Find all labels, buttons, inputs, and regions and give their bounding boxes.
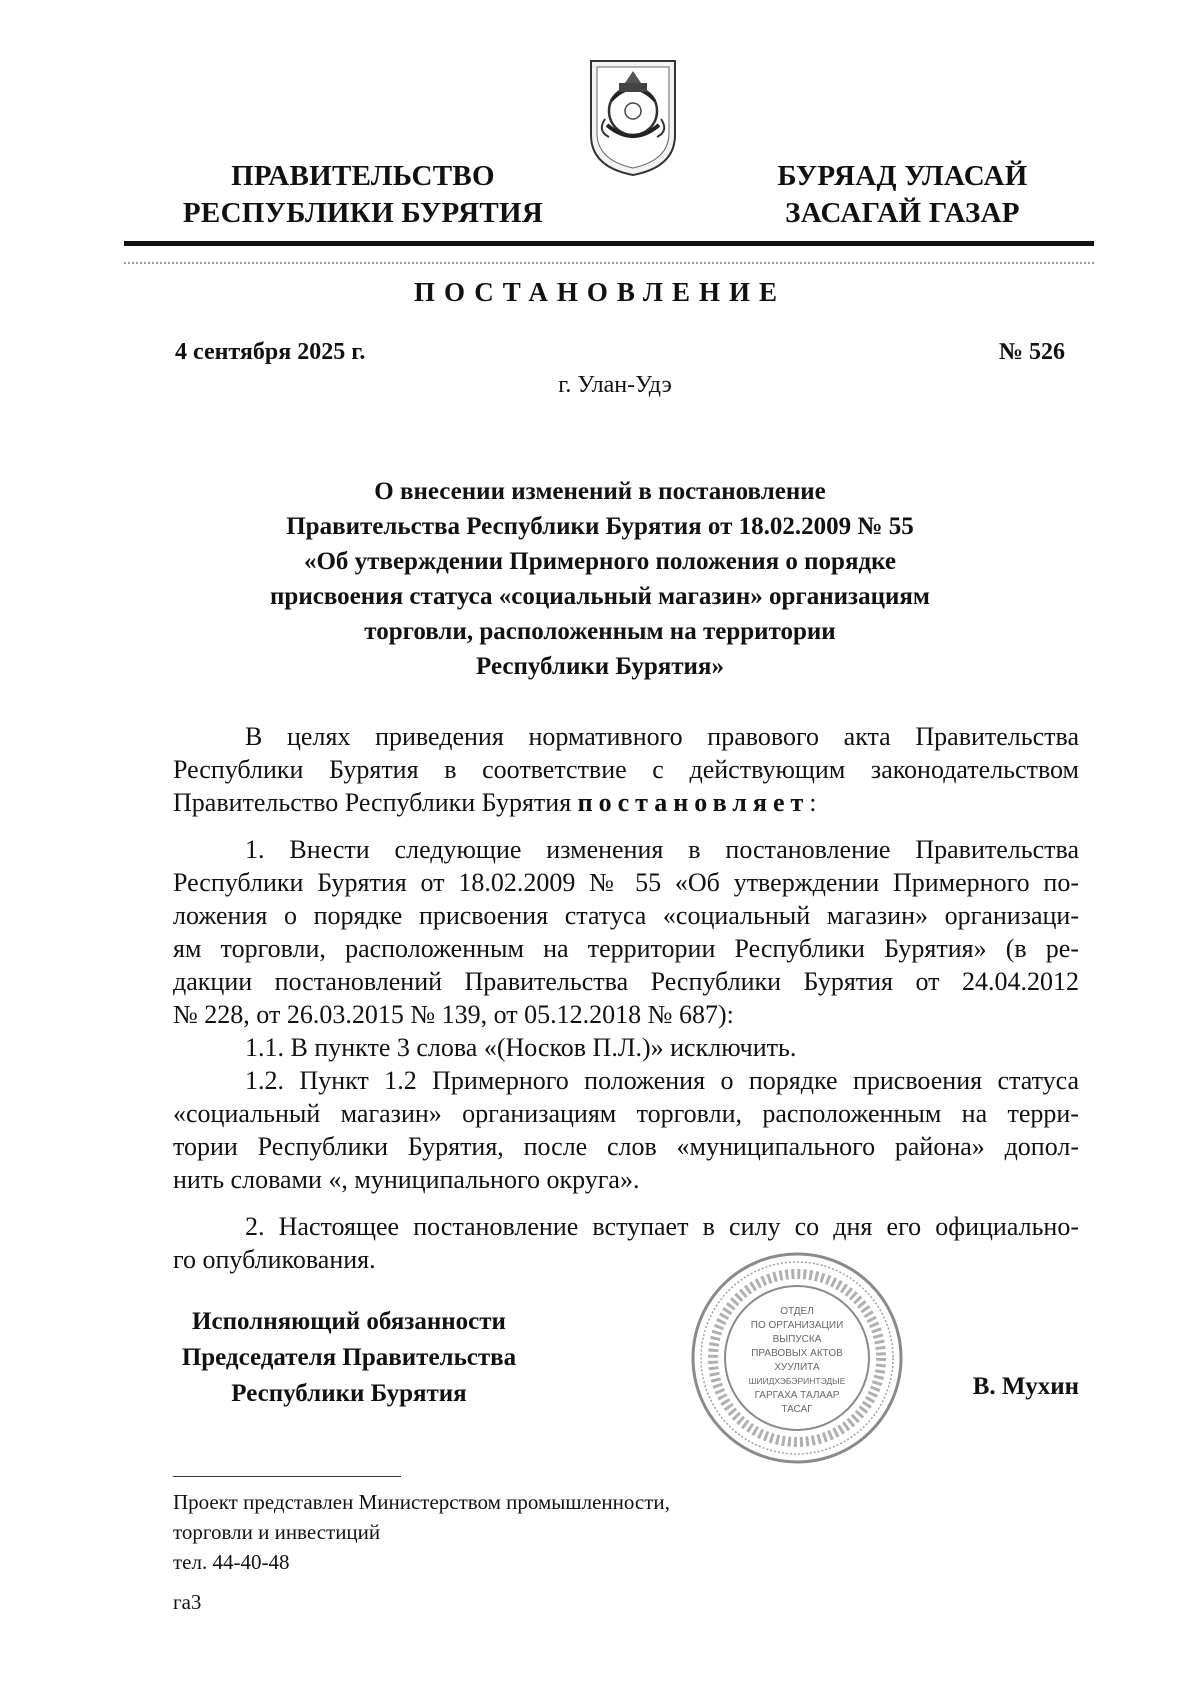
preamble-colon: : <box>809 788 817 817</box>
preamble-line: Республики Бурятия в соответствие с действующим законодательством <box>173 755 1079 784</box>
org-name-ru-line-1: ПРАВИТЕЛЬСТВО <box>231 160 495 192</box>
document-number: № 526 <box>998 339 1065 365</box>
paragraph-1-2-line: «социальный магазин» организациям торговли, расположенным на терри- <box>173 1099 1079 1128</box>
org-name-ru-line-2: РЕСПУБЛИКИ БУРЯТИЯ <box>182 197 544 229</box>
signatory-position-line: Республики Бурятия <box>231 1380 467 1407</box>
document-body <box>173 720 1079 1276</box>
stamp-text-line: ТАСАГ <box>781 1404 813 1415</box>
title-line: присвоения статуса «социальный магазин» организациям <box>270 583 930 610</box>
paragraph-1-line: ям торговли, расположенным на территории Республики Бурятия» (в ре- <box>173 934 1079 963</box>
paragraph-1-1: 1.1. В пункте 3 слова «(Носков П.Л.)» исключить. <box>245 1033 797 1062</box>
paragraph-1-line: № 228, от 26.03.2015 № 139, от 05.12.2018 № 687): <box>173 1000 734 1029</box>
stamp-text-line: ВЫПУСКА <box>772 1334 822 1345</box>
official-stamp-icon <box>687 1248 907 1468</box>
document-city: г. Улан-Удэ <box>558 372 672 398</box>
document-code: га3 <box>173 1590 202 1614</box>
header-rule <box>124 241 1094 246</box>
stamp-text-line: ПО ОРГАНИЗАЦИИ <box>750 1320 844 1331</box>
footnote-line: торговли и инвестиций <box>173 1520 381 1544</box>
coat-of-arms-icon <box>585 55 681 179</box>
org-name-bur-line-2: ЗАСАГАЙ ГАЗАР <box>785 197 1020 229</box>
preamble-line: В целях приведения нормативного правового акта Правительства <box>245 722 1079 751</box>
resolves-word: постановляет <box>577 788 810 817</box>
paragraph-2-line: го опубликования. <box>173 1245 376 1274</box>
footnote <box>173 1487 873 1577</box>
signatory-position <box>150 1304 548 1412</box>
stamp-text-line: ШИИДХЭБЭРИНТЭДЫЕ <box>748 1376 846 1386</box>
document-type: ПОСТАНОВЛЕНИЕ <box>413 277 787 307</box>
title-line: О внесении изменений в постановление <box>374 478 826 505</box>
paragraph-1-line: 1. Внести следующие изменения в постановление Правительства <box>245 835 1079 864</box>
document-date: 4 сентября 2025 г. <box>175 339 366 365</box>
org-name-ru <box>178 158 548 232</box>
paragraph-1-line: ложения о порядке присвоения статуса «социальный магазин» организаци- <box>173 901 1079 930</box>
paragraph-1-line: дакции постановлений Правительства Республики Бурятия от 24.04.2012 <box>173 967 1079 996</box>
preamble-line-last <box>173 786 1079 819</box>
title-line: «Об утверждении Примерного положения о порядке <box>303 548 897 575</box>
document-title <box>170 474 1030 684</box>
org-name-bur <box>740 158 1065 232</box>
title-line: Правительства Республики Бурятия от 18.02.2009 № 55 <box>286 513 914 540</box>
signatory-position-line: Исполняющий обязанности <box>192 1308 506 1335</box>
footnote-rule <box>173 1476 401 1477</box>
stamp-text-line: ГАРГАХА ТАЛААР <box>754 1390 840 1401</box>
paragraph-1-2-line: нить словами «, муниципального округа». <box>173 1165 640 1194</box>
paragraph-1-2-line: тории Республики Бурятия, после слов «муниципального района» допол- <box>173 1132 1079 1161</box>
org-name-bur-line-1: БУРЯАД УЛАСАЙ <box>777 160 1028 192</box>
stamp-text-line: ПРАВОВЫХ АКТОВ <box>751 1348 843 1359</box>
footnote-line: Проект представлен Министерством промышленности, <box>173 1490 670 1514</box>
paragraph-1-line: Республики Бурятия от 18.02.2009 № 55 «Об утверждении Примерного по- <box>173 868 1079 897</box>
signatory-name: В. Мухин <box>972 1373 1079 1400</box>
title-line: Республики Бурятия» <box>476 653 724 680</box>
signatory-position-line: Председателя Правительства <box>181 1344 517 1371</box>
paragraph-2-line: 2. Настоящее постановление вступает в силу со дня его официально- <box>245 1212 1079 1241</box>
header-dotted-rule <box>124 262 1094 264</box>
stamp-text-line: ОТДЕЛ <box>780 1306 814 1317</box>
stamp-text-line: ХУУЛИТА <box>774 1362 820 1373</box>
preamble-text: Правительство Республики Бурятия <box>173 788 578 817</box>
paragraph-1-2-line: 1.2. Пункт 1.2 Примерного положения о порядке присвоения статуса <box>245 1066 1079 1095</box>
footnote-line: тел. 44-40-48 <box>173 1550 290 1574</box>
title-line: торговли, расположенным на территории <box>364 618 836 645</box>
